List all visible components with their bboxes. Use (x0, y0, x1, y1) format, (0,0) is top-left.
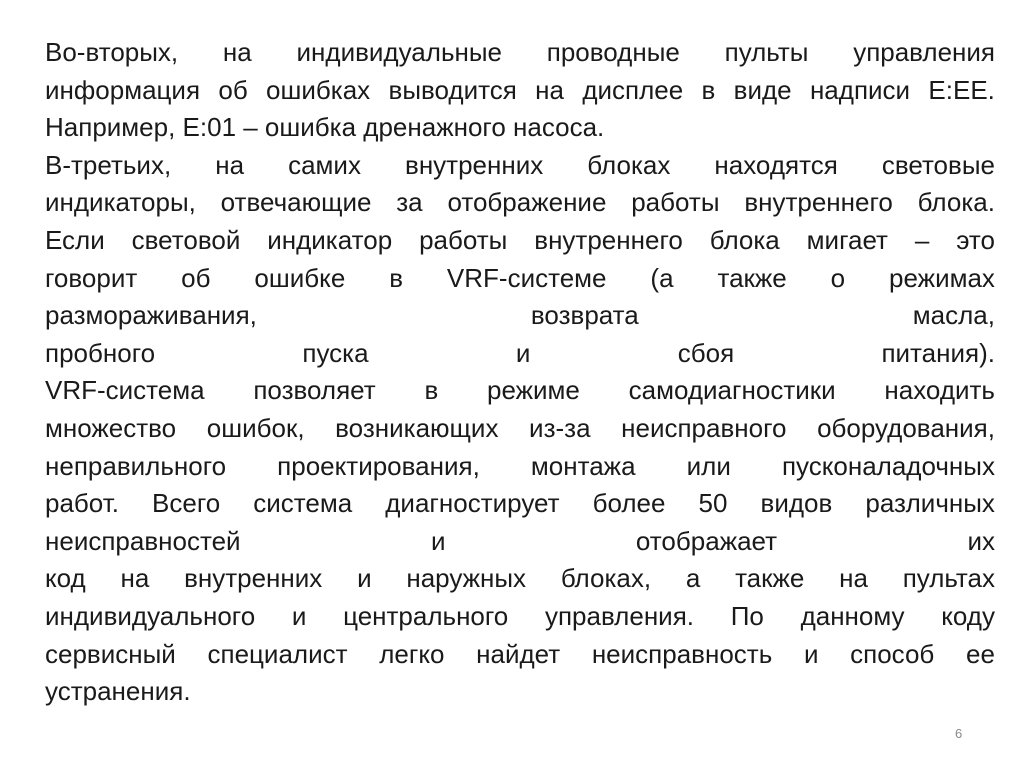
word: питания). (881, 337, 995, 368)
word: множество (45, 412, 177, 443)
word: По (730, 600, 764, 631)
word: VRF-система (45, 375, 205, 406)
word: система (253, 488, 353, 519)
word: за (396, 187, 423, 218)
text-line (45, 410, 995, 448)
word: информация (45, 74, 201, 105)
word: блока (709, 224, 780, 255)
word: дисплее (582, 74, 684, 105)
word: оборудования, (817, 412, 995, 443)
word: монтажа (530, 450, 636, 481)
word: отображает (635, 525, 778, 556)
word: внутренних (405, 149, 544, 180)
word: в (389, 262, 404, 293)
word: легко (379, 638, 445, 669)
word: отображение (447, 187, 607, 218)
word: Е:ЕЕ. (928, 74, 995, 105)
word: код (45, 563, 86, 594)
word: – (914, 224, 930, 255)
word: неисправностей (45, 525, 241, 556)
word: более (592, 488, 666, 519)
text-line (45, 297, 995, 335)
word: управления. (544, 600, 694, 631)
word: и (357, 563, 372, 594)
text-line (45, 523, 995, 561)
word: В-третьих, (45, 149, 172, 180)
text-line (45, 222, 995, 260)
word: также (735, 563, 805, 594)
word: индивидуальные (296, 37, 502, 67)
line-text: устранения. (45, 676, 191, 707)
word: возврата (530, 300, 639, 331)
word: наружных (406, 563, 527, 594)
word: на (535, 74, 564, 105)
word: проводные (546, 37, 680, 67)
text-line (45, 560, 995, 598)
word: масла, (912, 300, 995, 331)
word: и (291, 600, 307, 631)
word: внутреннего (534, 224, 683, 255)
word: найдет (476, 638, 561, 669)
word: коду (941, 600, 995, 631)
word: на (215, 149, 245, 180)
word: VRF-системе (446, 262, 607, 293)
word: ошибке (254, 262, 346, 293)
text-line (45, 485, 995, 523)
word: размораживания, (45, 300, 257, 331)
word: индикатор (267, 224, 393, 255)
word: выводится (388, 74, 517, 105)
word: о (830, 262, 846, 293)
text-line (45, 673, 995, 711)
text-line (45, 109, 995, 147)
word: самодиагностики (628, 375, 836, 406)
word: работы (419, 224, 508, 255)
slide-body-text (45, 34, 995, 711)
word: световые (881, 149, 995, 180)
text-line (45, 335, 995, 373)
word: в (424, 375, 439, 406)
word: пультах (902, 563, 995, 594)
word: ошибок, (206, 412, 305, 443)
word: пуска (302, 337, 369, 368)
word: сбоя (677, 337, 735, 368)
word: внутренних (184, 563, 323, 594)
word: диагностирует (385, 488, 560, 519)
word: находятся (714, 149, 838, 180)
text-line (45, 184, 995, 222)
word: из-за (529, 412, 591, 443)
word: индивидуального (45, 600, 256, 631)
word: данному (800, 600, 905, 631)
word: в (701, 74, 716, 105)
word: надписи (809, 74, 911, 105)
word: мигает (806, 224, 888, 255)
word: Всего (152, 488, 221, 519)
text-line (45, 260, 995, 298)
page-number: 6 (955, 726, 963, 741)
word: индикаторы, (45, 187, 196, 218)
word: их (967, 525, 995, 556)
word: ее (966, 638, 995, 669)
text-line (45, 34, 995, 72)
word: различных (865, 488, 995, 519)
text-line (45, 598, 995, 636)
word: способ (850, 638, 935, 669)
word: находить (884, 375, 995, 406)
word: Если (45, 224, 105, 255)
word: говорит (45, 262, 138, 293)
word: ошибках (266, 74, 371, 105)
word: и (430, 525, 446, 556)
word: неисправность (591, 638, 773, 669)
word: блока. (917, 187, 995, 218)
text-line (45, 372, 995, 410)
word: об (181, 262, 211, 293)
word: также (717, 262, 787, 293)
word: на (222, 37, 252, 67)
word: а (685, 563, 701, 594)
word: на (839, 563, 868, 594)
word: сервисный (45, 638, 176, 669)
word: это (956, 224, 995, 255)
word: блоках (587, 149, 671, 180)
word: световой (131, 224, 241, 255)
word: работ. (45, 488, 119, 519)
word: (а (650, 262, 674, 293)
text-line (45, 72, 995, 110)
word: 50 (698, 488, 728, 519)
word: специалист (207, 638, 348, 669)
word: работы (631, 187, 720, 218)
word: виде (733, 74, 792, 105)
word: возникающих (335, 412, 499, 443)
word: позволяет (253, 375, 376, 406)
word: пульты (724, 37, 809, 67)
word: управления (853, 37, 995, 67)
word: неправильного (45, 450, 227, 481)
word: на (120, 563, 150, 594)
word: об (218, 74, 248, 105)
word: пробного (45, 337, 156, 368)
word: и (803, 638, 819, 669)
text-line (45, 147, 995, 185)
word: видов (760, 488, 833, 519)
word: режиме (487, 375, 580, 406)
word: неисправного (621, 412, 787, 443)
line-text: Например, Е:01 – ошибка дренажного насоса. (45, 112, 605, 143)
word: блоках, (560, 563, 652, 594)
text-line (45, 636, 995, 674)
word: и (515, 337, 531, 368)
word: внутреннего (744, 187, 893, 218)
word: или (686, 450, 731, 481)
word: проектирования, (277, 450, 480, 481)
word: Во-вторых, (45, 37, 179, 67)
text-line (45, 448, 995, 486)
word: режимах (889, 262, 995, 293)
word: самих (288, 149, 361, 180)
word: пусконаладочных (781, 450, 995, 481)
word: центрального (343, 600, 509, 631)
word: отвечающие (220, 187, 372, 218)
